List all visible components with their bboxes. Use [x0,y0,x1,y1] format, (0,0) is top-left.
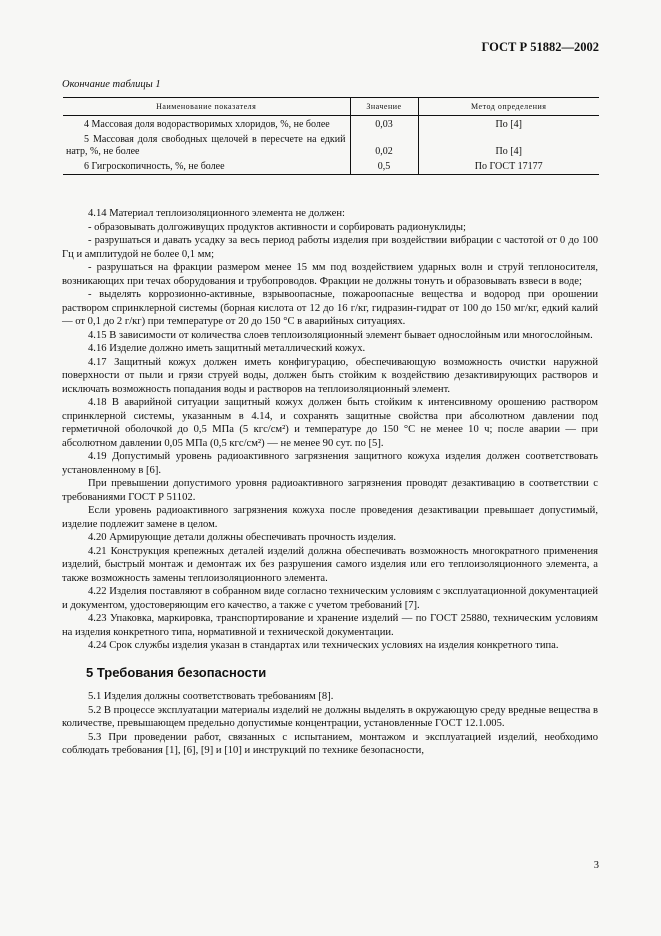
paragraph: 4.21 Конструкция крепежных деталей изделий должна обеспечивать возможность многократного применения изделий, быстрый монтаж и демонтаж их без разрушения самого изделия или его теплоизоляционного элемента, а также возможность замены теплоизоляционного элемента. [62,545,598,584]
paragraph: - разрушаться и давать усадку за весь период работы изделия при воздействии вибрации с частотой от 0 до 100 Гц и амплитудой не более 0,1 мм; [62,235,598,260]
cell-indicator-name: 5 Массовая доля свободных щелочей в пересчете на едкий натр, %, не более [66,134,346,157]
cell-method: По [4] [418,116,599,132]
table-row [63,116,599,132]
column-header-method: Метод определения [418,98,599,116]
page-number: 3 [593,860,599,871]
table-row [63,158,599,175]
paragraph: При превышении допустимого уровня радиоактивного загрязнения проводят дезактивацию в соответствии с требованиями ГОСТ Р 51102. [62,478,598,503]
paragraph: 4.15 В зависимости от количества слоев теплоизоляционный элемент бывает однослойным или многослойным. [88,329,593,341]
paragraph: - образовывать долгоживущих продуктов активности и сорбировать радионуклиды; [88,221,466,233]
paragraph: 4.14 Материал теплоизоляционного элемента не должен: [88,208,345,219]
paragraph: 5.3 При проведении работ, связанных с испытанием, монтажом и эксплуатацией изделий, необходимо соблюдать требования [1], [6], [9] и [10] и инструкций по технике безопасности, [62,731,598,756]
cell-method: По [4] [418,131,599,158]
paragraph: 4.24 Срок службы изделия указан в стандартах или технических условиях на изделия конкретного типа. [88,640,559,651]
paragraph: Если уровень радиоактивного загрязнения кожуха после проведения дезактивации превышает допустимый, изделие подлежит замене в целом. [62,505,598,530]
document-header: ГОСТ Р 51882—2002 [481,40,599,54]
paragraph: - выделять коррозионно-активные, взрывоопасные, пожароопасные вещества и водород при орошении раствором спринклерной системы (борная кислота от 12 до 16 г/кг, гидразин-гидрат от 100 до 150 мг/кг, едкий калий — от 0,1 до 2 г/кг) при температуре от 20 до 150 °С в аварийных ситуациях. [62,289,598,327]
column-header-value: Значение [350,98,418,116]
document-body [62,207,598,758]
cell-value: 0,03 [350,116,418,132]
cell-value: 0,5 [350,158,418,175]
table-caption: Окончание таблицы 1 [62,79,161,90]
paragraph: 4.19 Допустимый уровень радиоактивного загрязнения защитного кожуха изделия должен соответствовать установленному в [6]. [62,451,598,476]
paragraph: 4.17 Защитный кожух должен иметь конфигурацию, обеспечивающую возможность очистки наружной поверхности от пыли и грязи струей воды, должен быть стойким к воздействию дезактивирующих растворов и исключать возможность попадания воды и растворов на теплоизоляционный элемент. [62,356,598,395]
table-header-row [63,98,599,116]
section-title: 5 Требования безопасности [86,664,267,680]
paragraph: 4.23 Упаковка, маркировка, транспортирование и хранение изделий — по ГОСТ 25880, техническим условиям на изделия конкретного типа, нормативной и технической документации. [62,613,598,638]
table-row [63,131,599,158]
paragraph: 4.20 Армирующие детали должны обеспечивать прочность изделия. [88,532,397,543]
column-header-name: Наименование показателя [63,98,350,116]
properties-table [63,97,599,175]
paragraph: 5.1 Изделия должны соответствовать требованиям [8]. [88,691,334,702]
paragraph: 5.2 В процессе эксплуатации материалы изделий не должны выделять в окружающую среду вредные вещества в количестве, превышающем предельно допустимые концентрации, установленные ГОСТ 12.1.005. [62,704,598,729]
cell-value: 0,02 [350,131,418,158]
cell-method: По ГОСТ 17177 [418,158,599,175]
cell-indicator-name: 6 Гигроскопичность, %, не более [63,158,350,175]
paragraph: 4.16 Изделие должно иметь защитный металлический кожух. [88,343,366,354]
cell-indicator-name: 4 Массовая доля водорастворимых хлоридов, %, не более [84,119,330,130]
paragraph: - разрушаться на фракции размером менее 15 мм под воздействием ударных волн и струй теплоносителя, возникающих при течах оборудования и трубопроводов. Фракции не должны тонуть и образовывать взвеси в воде; [62,262,598,287]
paragraph: 4.18 В аварийной ситуации защитный кожух должен быть стойким к интенсивному орошению раствором спринклерной системы, указанным в 4.14, и сохранять защитные свойства при абсолютном давлении под герметичной оболочкой до 0,5 МПа (5 кгс/см²) и температуре до 150 °С не менее 10 ч; после аварии — при абсолютном давлении 0,05 МПа (0,5 кгс/см²) — не менее 90 сут. по [5]. [62,397,598,449]
paragraph: 4.22 Изделия поставляют в собранном виде согласно техническим условиям с эксплуатационной документацией и документом, удостоверяющим его качество, а также с учетом требований [7]. [62,586,598,611]
